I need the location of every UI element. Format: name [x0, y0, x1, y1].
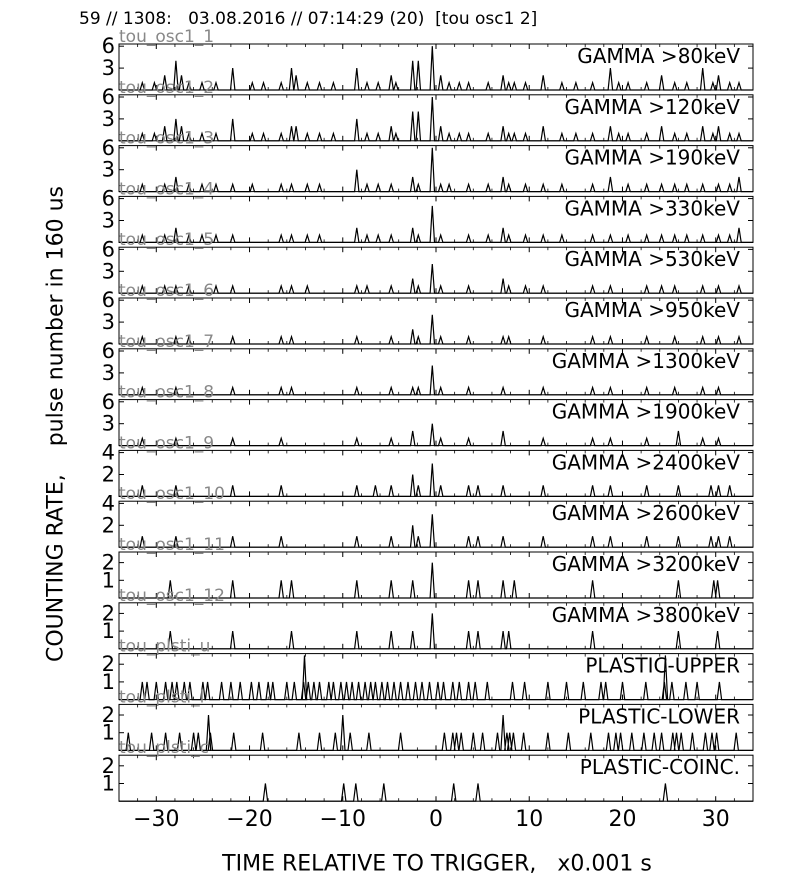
y-tick-label: 6: [101, 338, 115, 363]
panel-source-label: tou_osc1_12: [119, 585, 225, 606]
panel-label: PLASTIC-COINC.: [579, 755, 740, 780]
y-tick-label: 6: [101, 389, 115, 414]
y-tick-label: 6: [101, 135, 115, 160]
y-tick-label: 6: [101, 237, 115, 262]
panel-source-label: tou_osc1_5: [119, 230, 215, 251]
x-axis-label: TIME RELATIVE TO TRIGGER, x0.001 s: [222, 851, 652, 877]
y-tick-label: 1: [101, 669, 115, 694]
panel-source-label: tou_osc1_4: [119, 179, 215, 200]
y-tick-label: 2: [101, 703, 115, 728]
y-tick-label: 6: [101, 288, 115, 313]
y-tick-label: 3: [101, 56, 115, 81]
y-axis-label: COUNTING RATE, pulse number in 160 us: [43, 185, 69, 663]
y-tick-label: 3: [101, 106, 115, 131]
y-tick-label: 6: [101, 84, 115, 109]
x-tick-label: 30: [701, 807, 730, 833]
y-tick-label: 4: [101, 440, 115, 465]
panel-label: GAMMA >950keV: [564, 298, 740, 322]
panel-label: GAMMA >120keV: [564, 94, 740, 119]
panel-source-label: tou_plsti_u: [119, 636, 211, 657]
panel-label: GAMMA >3800keV: [551, 602, 740, 627]
panel-source-label: tou_osc1_9: [119, 433, 215, 454]
panel-source-label: tou_osc1_6: [119, 281, 215, 301]
y-tick-label: 2: [101, 550, 115, 575]
y-tick-label: 3: [101, 411, 115, 436]
y-tick-label: 2: [101, 513, 115, 538]
y-tick-label: 6: [101, 34, 115, 59]
panel-source-label: tou_plsti_c: [119, 738, 209, 759]
panel-source-label: tou_osc1_3: [119, 128, 215, 149]
x-tick-label: 0: [429, 807, 443, 833]
panel-label: GAMMA >190keV: [564, 145, 740, 170]
chart-header: 59 // 1308: 03.08.2016 // 07:14:29 (20) [tou osc1 2]: [79, 9, 538, 29]
panel-source-label: tou_osc1_7: [119, 331, 215, 352]
x-tick-label: −30: [133, 807, 180, 833]
panel-label: GAMMA >330keV: [564, 196, 740, 221]
panel-source-label: tou_osc1_10: [119, 484, 225, 505]
y-tick-label: 2: [101, 462, 115, 487]
y-tick-label: 3: [101, 259, 115, 284]
y-tick-label: 1: [101, 771, 115, 796]
y-tick-label: 4: [101, 491, 115, 516]
y-tick-label: 2: [101, 753, 115, 778]
x-tick-label: −20: [226, 807, 273, 833]
panel-source-label: tou_plsti_l: [119, 687, 205, 708]
panel-label: GAMMA >530keV: [564, 247, 740, 272]
y-tick-label: 1: [101, 720, 115, 745]
y-tick-label: 3: [101, 208, 115, 233]
y-tick-label: 2: [101, 652, 115, 677]
panel-label: GAMMA >2400keV: [551, 450, 740, 475]
y-tick-label: 6: [101, 186, 115, 211]
panel-source-label: tou_osc1_1: [119, 27, 215, 47]
panel-source-label: tou_osc1_11: [119, 535, 225, 555]
panel-label: GAMMA >80keV: [577, 44, 740, 68]
y-tick-label: 2: [101, 601, 115, 626]
panel-source-label: tou_osc1_8: [119, 382, 215, 403]
y-tick-label: 1: [101, 568, 115, 593]
y-tick-label: 3: [101, 310, 115, 335]
x-tick-label: −10: [319, 807, 366, 833]
panel-label: PLASTIC-LOWER: [578, 704, 740, 729]
y-tick-label: 3: [101, 157, 115, 182]
panel-label: PLASTIC-UPPER: [585, 653, 740, 678]
x-tick-label: 20: [608, 807, 637, 833]
x-tick-label: 10: [515, 807, 544, 833]
panel-label: GAMMA >1300keV: [551, 348, 740, 373]
panel-label: GAMMA >1900keV: [551, 399, 740, 424]
panel-label: GAMMA >3200keV: [551, 552, 740, 576]
y-tick-label: 1: [101, 619, 115, 644]
y-tick-label: 3: [101, 360, 115, 385]
panel-label: GAMMA >2600keV: [551, 501, 740, 526]
panel-source-label: tou_osc1_2: [119, 77, 215, 98]
